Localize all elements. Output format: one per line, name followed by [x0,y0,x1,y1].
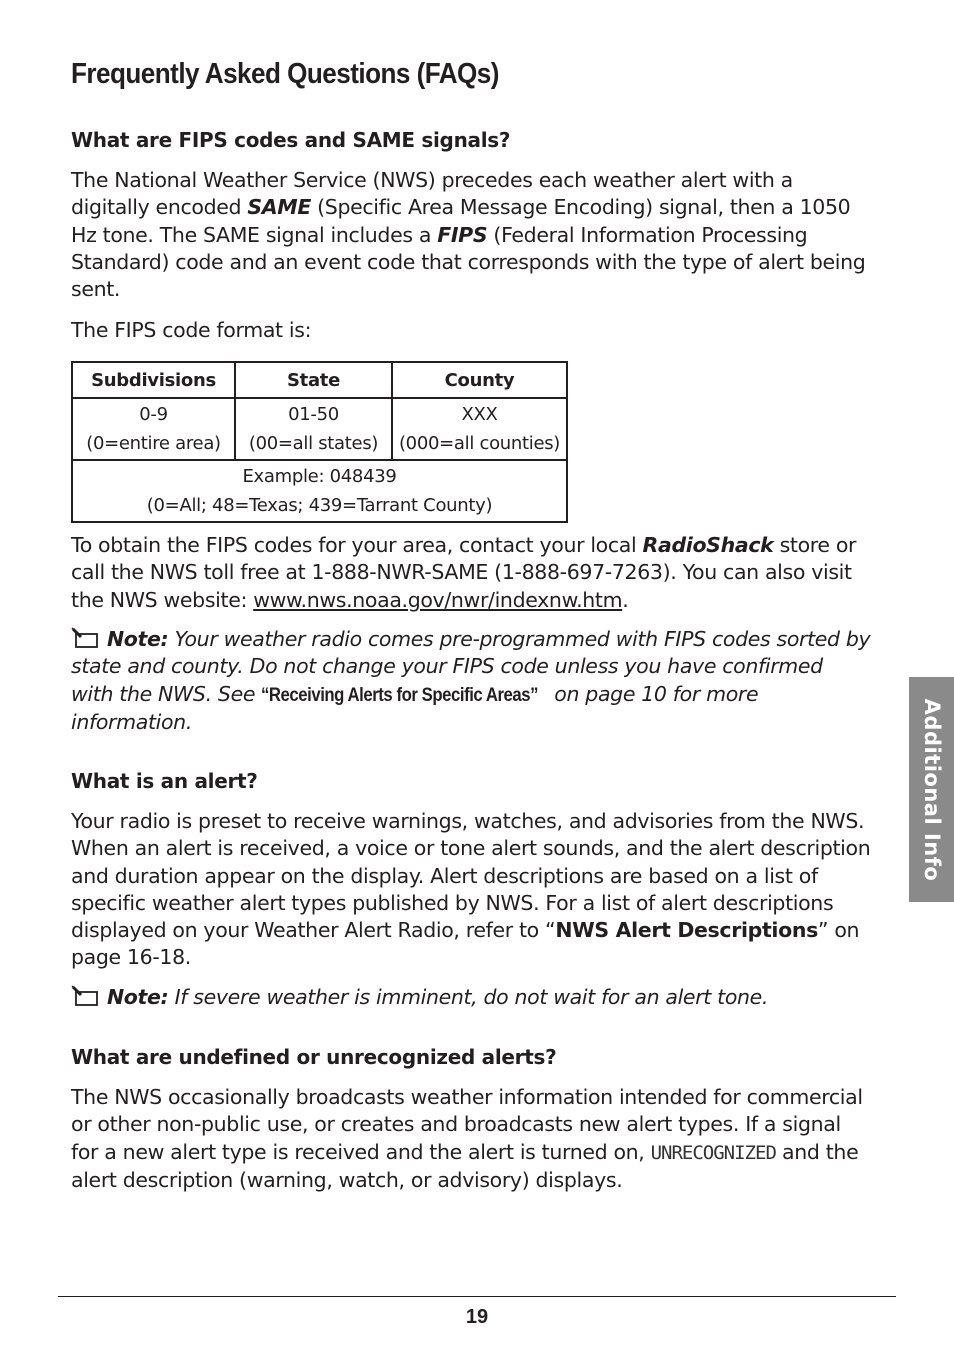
same-term: SAME [247,195,311,220]
table-row [72,398,567,460]
note-pencil-icon [71,627,101,649]
page-title: Frequently Asked Questions (FAQs) [71,58,499,90]
note-severe-weather: Note: If severe weather is imminent, do not wait for an alert tone. [71,984,871,1011]
note-fips-preprogrammed: Note: Your weather radio comes pre-programmed with FIPS codes sorted by state and county. Do not change your FIPS code unless you have confirmed with the NWS. See “Receiving Alerts for Specific Areas” on page 10 for more information. [71,627,871,734]
unrecognized-paragraph: The NWS occasionally broadcasts weather information intended for commercial or other non-public use, or creates and broadcasts new alert types. If a signal for a new alert type is received and the alert is turned on, UNRECOGNIZED and the alert description (warning, watch, or advisory) displays. [71,1085,863,1192]
faq-heading-fips: What are FIPS codes and SAME signals? [71,128,511,152]
table-example-row [72,460,567,522]
obtain-fips-paragraph: To obtain the FIPS codes for your area, contact your local RadioShack store or call the NWS toll free at 1-888-NWR-SAME (1-888-697-7263). You can also visit the NWS website: www.nws.noaa.gov/nwr/indexnw.htm. [71,533,857,612]
page-number: 19 [465,1306,489,1328]
footer-divider [58,1296,896,1297]
table-header: State [235,362,392,398]
table-cell: XXX (000=all counties) [392,398,567,460]
faq-heading-alert: What is an alert? [71,769,258,793]
radioshack-brand: RadioShack [642,533,774,557]
alert-paragraph: Your radio is preset to receive warnings, watches, and advisories from the NWS. When an alert is received, a voice or tone alert sounds, and the alert description and duration appear on the display. Alert descriptions are based on a list of specific weather alert types published by NWS. For a list of alert descriptions displayed on your Weather Alert Radio, refer to “NWS Alert Descriptions” on page 16-18. [71,809,871,970]
table-header: Subdivisions [72,362,235,398]
receiving-alerts-xref[interactable]: “Receiving Alerts for Specific Areas” [261,684,539,706]
faq-heading-unrecognized: What are undefined or unrecognized alerts? [71,1045,557,1069]
nws-website-link[interactable]: www.nws.noaa.gov/nwr/indexnw.htm [253,587,623,612]
lcd-unrecognized-text: UNRECOGNIZED [650,1141,776,1164]
table-header: County [392,362,567,398]
note-pencil-icon [71,985,101,1007]
section-side-tab [909,677,954,902]
side-tab-label: Additional Info [919,698,944,881]
nws-alert-descriptions-ref: NWS Alert Descriptions [555,918,818,943]
table-example-cell: Example: 048439 (0=All; 48=Texas; 439=Tarrant County) [72,460,567,522]
table-cell: 0-9 (0=entire area) [72,398,235,460]
fips-term: FIPS [437,222,488,247]
fips-format-intro: The FIPS code format is: [71,318,312,342]
fips-paragraph: The National Weather Service (NWS) precedes each weather alert with a digitally encoded SAME (Specific Area Message Encoding) signal, then a 1050 Hz tone. The SAME signal includes a FIPS (Federal Information Processing Standard) code and an event code that corresponds with the type of alert being sent. [71,168,866,302]
table-cell: 01-50 (00=all states) [235,398,392,460]
table-header-row [72,362,567,398]
fips-code-format-table [71,361,568,523]
